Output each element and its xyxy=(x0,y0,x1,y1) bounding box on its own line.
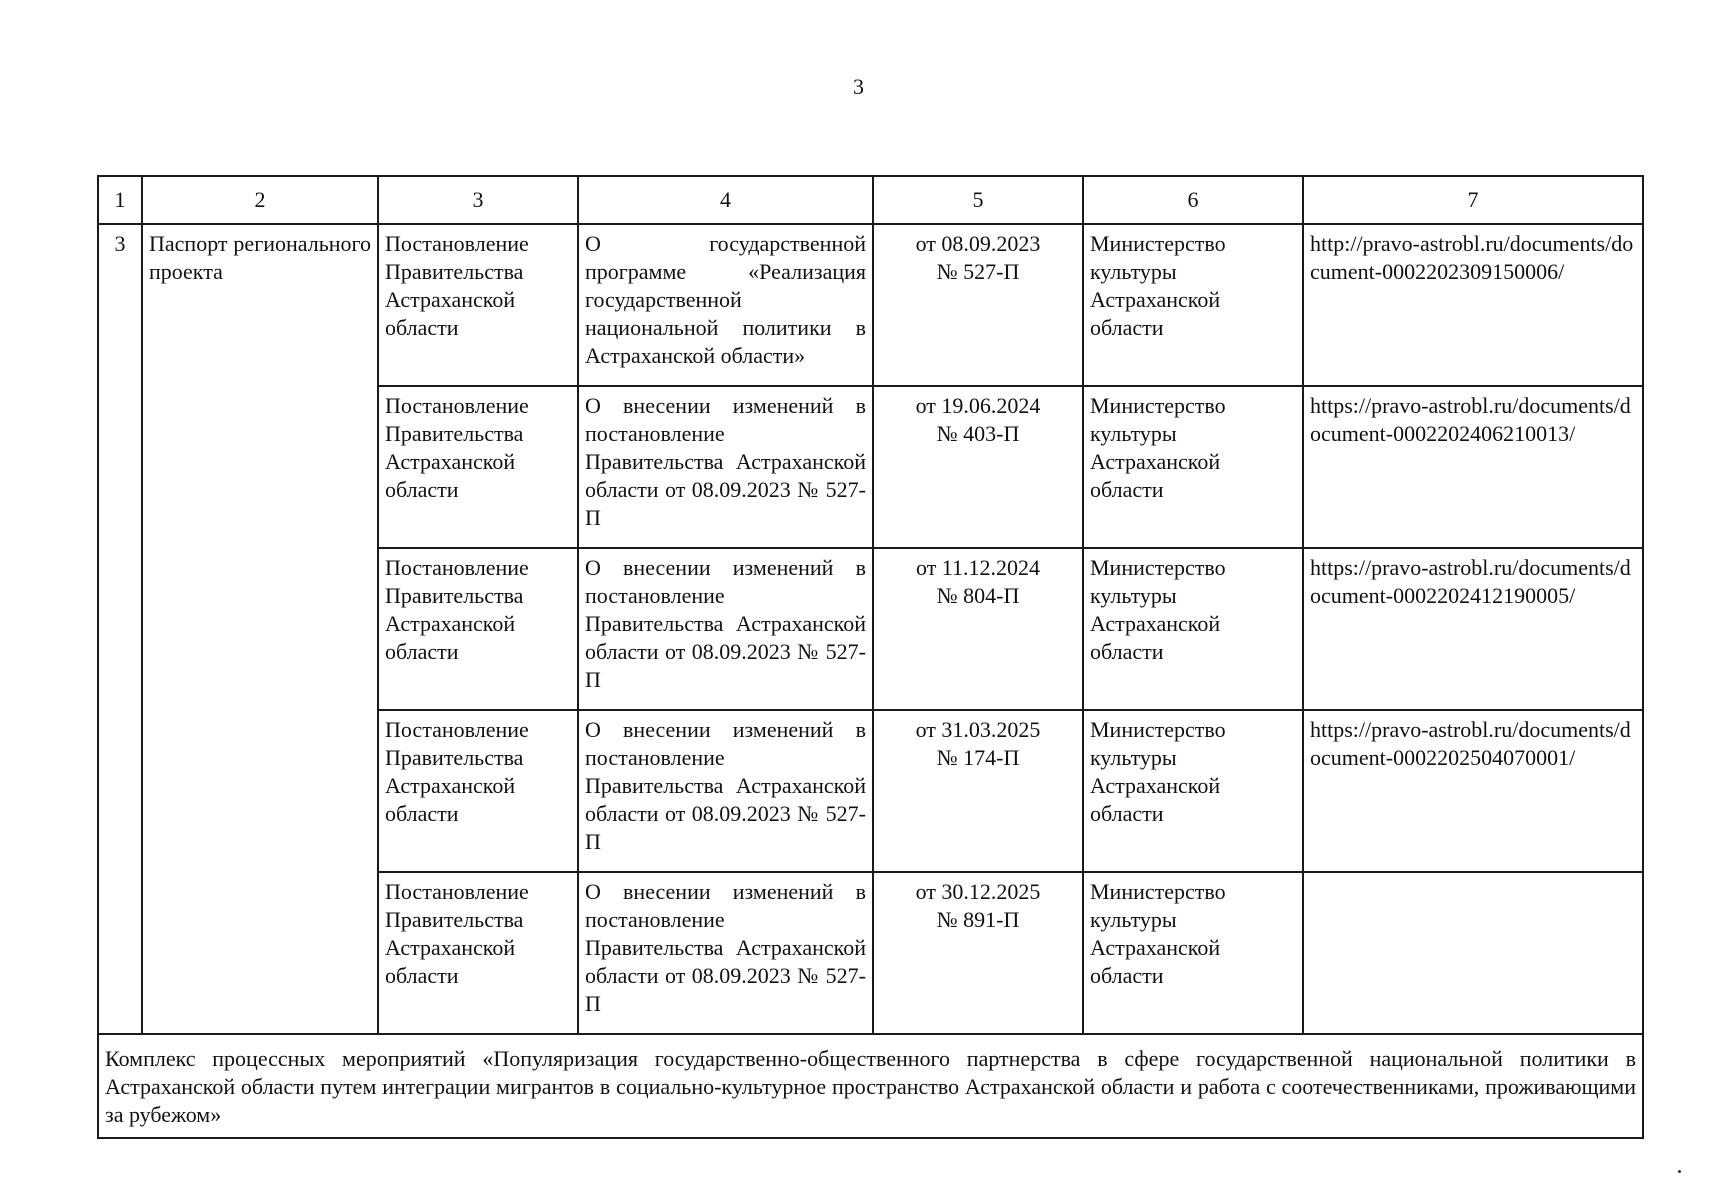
doc-date-cell xyxy=(873,710,1083,872)
column-header-1: 1 xyxy=(98,176,142,224)
authority-cell: Министерство культуры Астраханской области xyxy=(1083,224,1303,386)
column-header-5: 5 xyxy=(873,176,1083,224)
column-header-4: 4 xyxy=(578,176,873,224)
doc-date: от 31.03.2025 xyxy=(915,717,1041,742)
column-header-2: 2 xyxy=(142,176,378,224)
doc-type-cell: Постановление Правительства Астраханской области xyxy=(378,386,578,548)
doc-type-cell: Постановление Правительства Астраханской области xyxy=(378,872,578,1034)
doc-date: от 30.12.2025 xyxy=(915,879,1041,904)
row-number: 3 xyxy=(98,224,142,1034)
doc-number: № 403-П xyxy=(936,421,1020,446)
documents-table xyxy=(97,175,1644,1139)
doc-link[interactable]: https://pravo-astrobl.ru/documents/document-0002202504070001/ xyxy=(1303,710,1643,872)
doc-title-cell: О внесении изменений в постановление Правительства Астраханской области от 08.09.2023 № 527-П xyxy=(578,710,873,872)
authority-cell: Министерство культуры Астраханской области xyxy=(1083,710,1303,872)
header-row xyxy=(98,176,1643,224)
scan-speck xyxy=(1678,1170,1681,1173)
column-header-7: 7 xyxy=(1303,176,1643,224)
doc-title-cell: О государственной программе «Реализация государственной национальной политики в Астраханской области» xyxy=(578,224,873,386)
doc-link-empty xyxy=(1303,872,1643,1034)
doc-number: № 891-П xyxy=(936,907,1020,932)
process-measures-title: Комплекс процессных мероприятий «Популяризация государственно-общественного партнерства в сфере государственной национальной политики в Астраханской области путем интеграции мигрантов в социально-культурное пространство Астраханской области и работа с соотечественниками, проживающими за рубежом» xyxy=(98,1034,1643,1138)
doc-type-cell: Постановление Правительства Астраханской области xyxy=(378,710,578,872)
doc-date-cell xyxy=(873,224,1083,386)
doc-type-cell: Постановление Правительства Астраханской области xyxy=(378,548,578,710)
authority-cell: Министерство культуры Астраханской области xyxy=(1083,872,1303,1034)
doc-link[interactable]: http://pravo-astrobl.ru/documents/document-0002202309150006/ xyxy=(1303,224,1643,386)
doc-date: от 08.09.2023 xyxy=(915,231,1041,256)
doc-date-cell xyxy=(873,548,1083,710)
column-header-3: 3 xyxy=(378,176,578,224)
doc-type-cell: Постановление Правительства Астраханской области xyxy=(378,224,578,386)
table-row xyxy=(98,224,1643,386)
doc-number: № 527-П xyxy=(936,259,1020,284)
doc-date-cell xyxy=(873,386,1083,548)
doc-number: № 174-П xyxy=(936,745,1020,770)
doc-date: от 19.06.2024 xyxy=(915,393,1041,418)
doc-link[interactable]: https://pravo-astrobl.ru/documents/document-0002202406210013/ xyxy=(1303,386,1643,548)
doc-date: от 11.12.2024 xyxy=(915,555,1040,580)
doc-title-cell: О внесении изменений в постановление Правительства Астраханской области от 08.09.2023 № 527-П xyxy=(578,872,873,1034)
doc-title-cell: О внесении изменений в постановление Правительства Астраханской области от 08.09.2023 № 527-П xyxy=(578,548,873,710)
page-number: 3 xyxy=(853,74,864,99)
doc-number: № 804-П xyxy=(936,583,1020,608)
authority-cell: Министерство культуры Астраханской области xyxy=(1083,548,1303,710)
column-header-6: 6 xyxy=(1083,176,1303,224)
doc-link[interactable]: https://pravo-astrobl.ru/documents/document-0002202412190005/ xyxy=(1303,548,1643,710)
footer-row xyxy=(98,1034,1643,1138)
authority-cell: Министерство культуры Астраханской области xyxy=(1083,386,1303,548)
doc-date-cell xyxy=(873,872,1083,1034)
group-label: Паспорт регионального проекта xyxy=(142,224,378,1034)
doc-title-cell: О внесении изменений в постановление Правительства Астраханской области от 08.09.2023 № 527-П xyxy=(578,386,873,548)
